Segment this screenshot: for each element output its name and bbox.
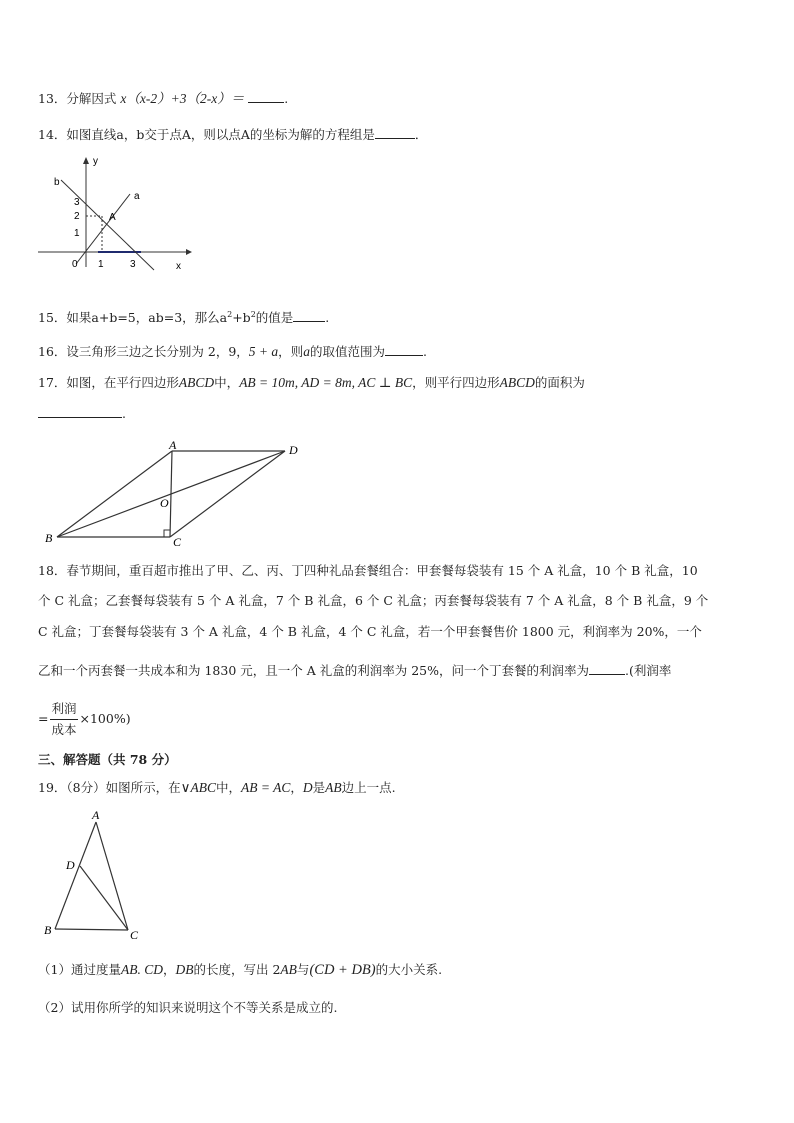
q13-number: 13． xyxy=(38,91,67,106)
q19a-text1: （1）通过度量 xyxy=(38,962,121,977)
q15-end: . xyxy=(325,310,330,326)
q18-formula-eq: = xyxy=(38,711,49,726)
q15-answer-blank[interactable] xyxy=(293,308,325,322)
q18-line-4-tail: .(利润率 xyxy=(625,663,672,678)
q19-text2: 中， xyxy=(216,780,242,795)
q13-expression: x（x-2）+3（2-x）＝ xyxy=(120,91,245,106)
fig14-y-label: y xyxy=(93,156,98,167)
fig17-label-b: B xyxy=(45,531,53,545)
q17-parallelogram-2: ABCD xyxy=(499,375,535,390)
q18-line-4-text: 乙和一个丙套餐一共成本和为 1830 元，且一个 A 礼盒的利润率为 25%，问一个丁套餐的利润率为 xyxy=(38,663,589,678)
q19-triangle: ∨ABC xyxy=(180,780,217,795)
section-3-heading: 三、解答题（共 78 分） xyxy=(38,752,177,767)
question-18-formula xyxy=(38,699,131,740)
q17-text4: 的面积为 xyxy=(534,375,585,390)
fig19-label-d: D xyxy=(66,858,75,872)
q18-fraction-numerator: 利润 xyxy=(50,699,77,720)
question-17 xyxy=(38,374,585,392)
q19a-expression: (CD + DB) xyxy=(309,962,376,978)
q19-text3: ， xyxy=(290,780,303,795)
q18-formula-tail: ×100%) xyxy=(79,711,131,726)
q13-answer-blank[interactable] xyxy=(248,89,284,103)
q15-text3: 的值是 xyxy=(255,310,294,326)
q19a-text4: 与 xyxy=(296,962,310,977)
q16-variable: a xyxy=(303,344,310,359)
question-19-part-2: （2）试用你所学的知识来说明这个不等关系是成立的. xyxy=(38,1000,338,1015)
question-19 xyxy=(38,779,396,797)
q19a-vars: AB. CD xyxy=(120,962,163,977)
fig17-label-a: A xyxy=(169,438,177,452)
q19-side-ab: AB xyxy=(325,780,342,795)
question-18-line-2: 个 C 礼盒；乙套餐每袋装有 5 个 A 礼盒，7 个 B 礼盒，6 个 C 礼盒；丙套餐每袋装有 7 个 A 礼盒，8 个 B 礼盒，9 个 xyxy=(38,593,709,608)
q19a-text3: 的长度，写出 2 xyxy=(193,962,281,977)
fig17-label-o: O xyxy=(160,496,169,510)
q15-number: 15． xyxy=(38,310,67,326)
q16-number: 16． xyxy=(38,344,67,359)
q19a-ab: AB xyxy=(280,962,297,977)
figure-19-triangle xyxy=(40,810,150,945)
q16-expression: 5 + a xyxy=(248,344,279,359)
fig14-tick-y1: 1 xyxy=(74,228,80,239)
fig14-tick-x3: 3 xyxy=(130,259,136,270)
fig19-label-a: A xyxy=(92,808,100,822)
q19-text5: 边上一点. xyxy=(341,780,396,795)
q15-sup1: 2 xyxy=(227,310,233,319)
q13-end: . xyxy=(284,91,289,106)
figure-17-parallelogram xyxy=(40,436,310,551)
figure-14-coordinate-graph xyxy=(36,152,196,272)
q13-prefix: 分解因式 xyxy=(66,91,117,106)
q16-end: . xyxy=(422,344,427,359)
q16-answer-blank[interactable] xyxy=(385,342,423,356)
q14-answer-blank[interactable] xyxy=(375,125,415,139)
q17-text3: ，则平行四边形 xyxy=(412,375,500,390)
fig19-label-b: B xyxy=(44,923,52,937)
question-15 xyxy=(38,306,329,327)
fig14-line-b-label: b xyxy=(54,177,60,188)
q14-end: ． xyxy=(414,127,428,142)
q17-parallelogram-1: ABCD xyxy=(178,375,215,390)
fig14-tick-y2: 2 xyxy=(74,211,80,222)
q17-text1: 如图，在平行四边形 xyxy=(66,375,179,390)
q14-number: 14． xyxy=(38,127,67,142)
q18-answer-blank[interactable] xyxy=(589,661,625,675)
q19a-text5: 的大小关系. xyxy=(375,962,443,977)
q15-sup2: 2 xyxy=(250,310,256,319)
fig14-origin: 0 xyxy=(72,259,78,270)
question-17-answer-line xyxy=(38,404,126,423)
question-16 xyxy=(38,342,427,361)
q17-text2: 中， xyxy=(214,375,240,390)
question-19-part-1 xyxy=(38,961,442,979)
q18-fraction-denominator: 成本 xyxy=(51,722,77,737)
fig17-label-c: C xyxy=(173,535,182,549)
q19-point-d: D xyxy=(302,780,313,795)
fig14-point-a-label: A xyxy=(109,212,116,223)
q16-text2: ，则 xyxy=(278,344,304,359)
q15-text2: +b xyxy=(232,310,251,326)
fig19-label-c: C xyxy=(130,928,139,942)
q16-text1: 设三角形三边之长分别为 2，9， xyxy=(66,344,249,359)
q19-text4: 是 xyxy=(312,780,326,795)
question-14 xyxy=(38,125,427,144)
fig14-line-a-label: a xyxy=(134,191,140,202)
question-18-line-4 xyxy=(38,661,671,680)
question-18-line-3: C 礼盒；丁套餐每袋装有 3 个 A 礼盒，4 个 B 礼盒，4 个 C 礼盒，若一个甲套餐售价 1800 元，利润率为 20%，一个 xyxy=(38,624,702,639)
fig14-tick-y3: 3 xyxy=(74,197,80,208)
fig17-label-d: D xyxy=(289,443,298,457)
fig14-x-label: x xyxy=(176,261,181,272)
q19a-text2: ， xyxy=(162,962,176,977)
q17-number: 17． xyxy=(38,375,67,390)
q19-number: 19． xyxy=(38,780,67,795)
q19-points: （8分）如图所示，在 xyxy=(66,780,181,795)
question-13 xyxy=(38,89,288,108)
question-18-line-1: 18．春节期间，重百超市推出了甲、乙、丙、丁四种礼品套餐组合：甲套餐每袋装有 15 个 A 礼盒，10 个 B 礼盒，10 xyxy=(38,563,698,578)
q19-condition: AB = AC xyxy=(241,780,291,795)
q17-answer-blank[interactable] xyxy=(38,404,122,418)
fig14-tick-x1: 1 xyxy=(98,259,104,270)
q17-end: . xyxy=(122,406,126,421)
q15-text1: 如果a+b=5，ab=3，那么a xyxy=(66,310,228,326)
q19a-db: DB xyxy=(175,962,194,977)
q17-conditions: AB = 10m, AD = 8m, AC ⊥ BC xyxy=(239,375,413,390)
q18-fraction xyxy=(50,699,77,740)
q14-text: 如图直线a，b交于点A，则以点A的坐标为解的方程组是 xyxy=(66,127,375,142)
q16-text3: 的取值范围为 xyxy=(309,344,385,359)
